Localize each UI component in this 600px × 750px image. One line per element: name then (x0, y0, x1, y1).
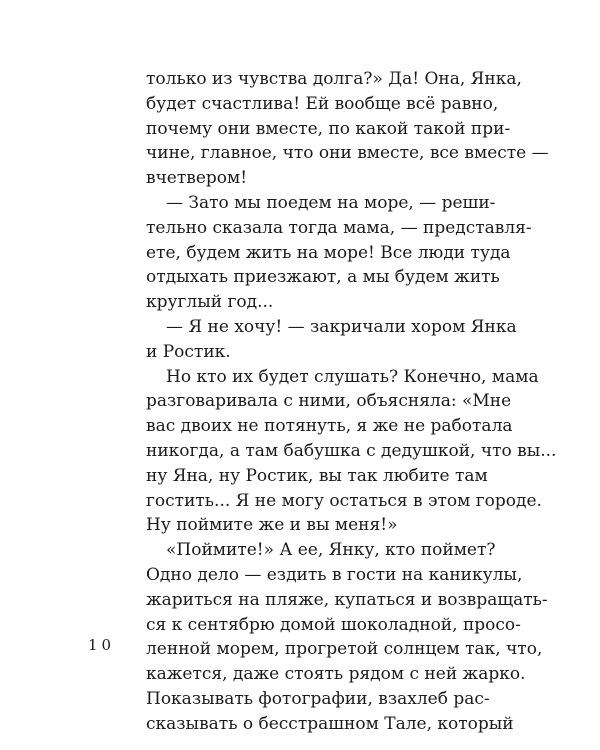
text-line: гостить... Я не могу остаться в этом городе. (146, 490, 542, 511)
text-line: никогда, а там бабушка с дедушкой, что вы... (146, 440, 557, 461)
text-line: ну Яна, ну Ростик, вы так любите там (146, 465, 488, 486)
text-line: вас двоих не потянуть, я же не работала (146, 416, 513, 437)
text-line: — Зато мы поедем на море, — реши- (166, 192, 496, 213)
text-line: разговаривала с ними, объясняла: «Мне (146, 391, 512, 412)
page-number: 10 (88, 636, 116, 654)
text-line: ся к сентябрю домой шоколадной, просо- (146, 614, 521, 635)
text-line: — Я не хочу! — закричали хором Янка (166, 316, 517, 337)
text-line: отдыхать приезжают, а мы будем жить (146, 267, 500, 288)
text-line: ете, будем жить на море! Все люди туда (146, 242, 511, 263)
text-line: только из чувства долга?» Да! Она, Янка, (146, 69, 522, 89)
text-line: будет счастлива! Ей вообще всё равно, (146, 93, 499, 114)
text-line: и Ростик. (146, 341, 231, 362)
text-line: ленной морем, прогретой солнцем так, что, (146, 639, 543, 660)
text-line: кажется, даже стоять рядом с ней жарко. (146, 664, 526, 685)
text-line: вчетвером! (146, 168, 248, 189)
text-line: сказывать о бесстрашном Тале, который (146, 713, 514, 734)
text-line: жариться на пляже, купаться и возвращать- (146, 589, 548, 610)
text-line: почему они вместе, по какой такой при- (146, 118, 511, 139)
body-text (146, 67, 557, 737)
text-line: чине, главное, что они вместе, все вместе — (146, 143, 549, 164)
text-line: Но кто их будет слушать? Конечно, мама (166, 366, 539, 387)
text-line: тельно сказала тогда мама, — представля- (146, 217, 532, 238)
text-line: «Поймите!» А ее, Янку, кто поймет? (166, 540, 496, 561)
text-line: Одно дело — ездить в гости на каникулы, (146, 564, 523, 585)
text-line: Ну поймите же и вы меня!» (146, 515, 398, 536)
text-line: круглый год... (146, 292, 274, 313)
text-line: Показывать фотографии, взахлеб рас- (146, 688, 490, 709)
